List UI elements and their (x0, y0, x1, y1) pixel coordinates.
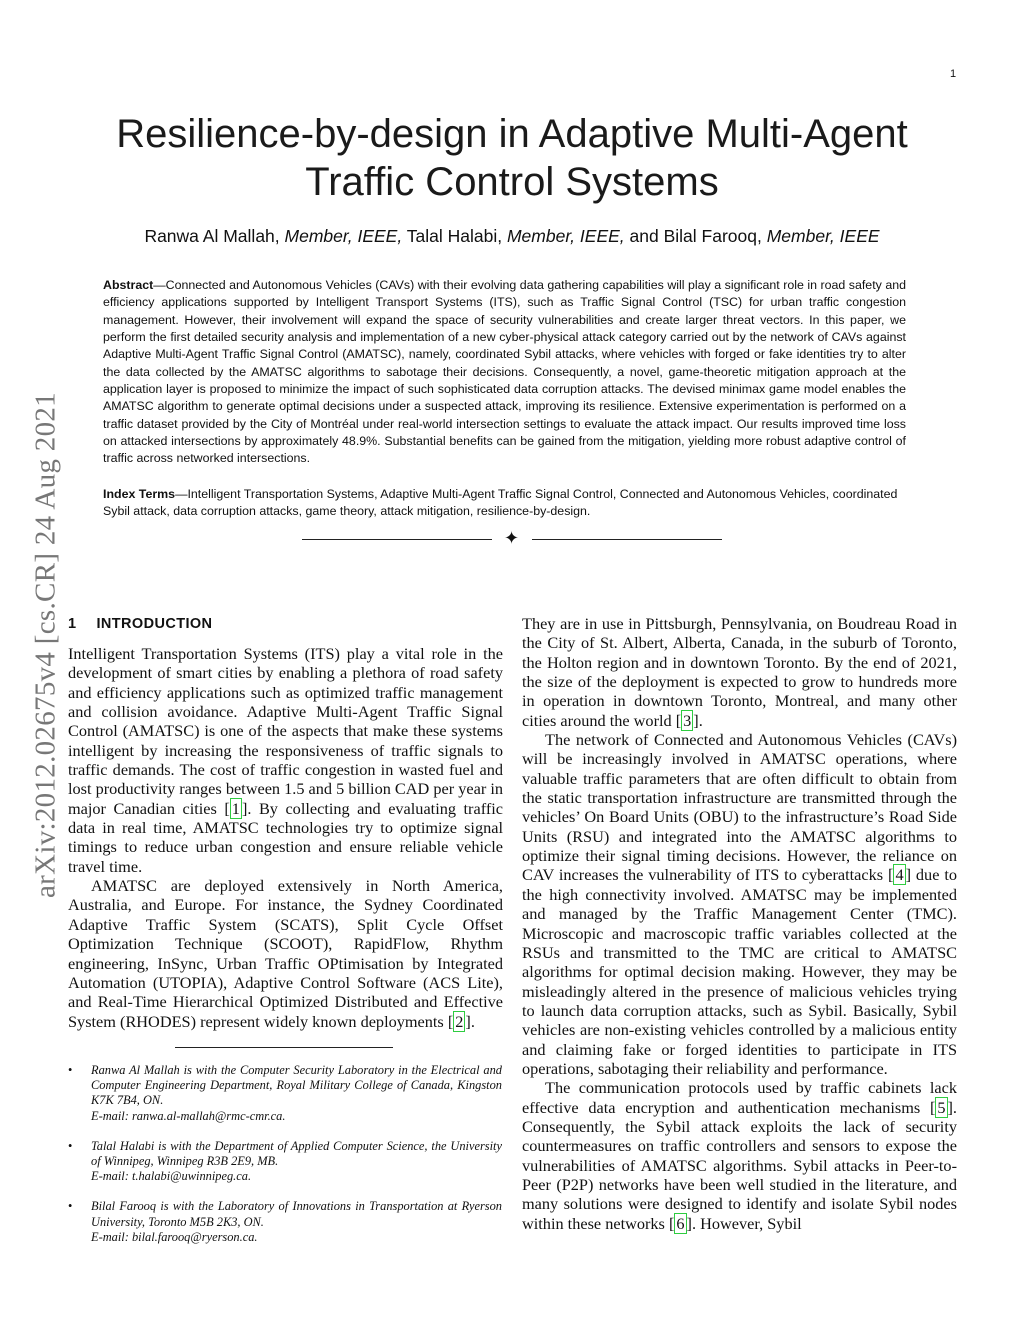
author-affiliation: Member, IEEE (766, 226, 880, 246)
page-number: 1 (950, 68, 957, 80)
abstract (103, 277, 906, 468)
paragraph: They are in use in Pittsburgh, Pennsylvania, on Boudreau Road in the City of St. Albert, Alberta, Canada, in the suburb of Toronto, the Holton region and in downtown Toronto. By the end of 2021, the size of the deployment is expected to grow to hundreds more in operation in downtown Toronto, Montreal, and many other cities around the world [ 3 ]. (522, 614, 957, 730)
paragraph-text: The network of Connected and Autonomous Vehicles (CAVs) will be increasingly involved in AMATSC operations, where valuable traffic parameters that are often difficult to obtain from the static transportation infrastructure are transmitted through the vehicles’ On Board Units (OBU) to the infrastructure’s Road Side Units (RSU) and integrated into the AMATSC algorithms to optimize their signal timing decisions. However, the reliance on CAV increases the vulnerability of ITS to cyberattacks (522, 730, 957, 885)
author-name: Talal Halabi, (406, 226, 503, 246)
index-terms-label: Index Terms (103, 487, 176, 501)
index-terms (103, 486, 906, 521)
paragraph-text: . Consequently, the Sybil attack exploits the lack of security countermeasures on traffic controllers and sensors to expose the vulnerabilities of AMATSC algorithms. Sybil attacks in Peer-to-Peer (P2P) networks have been well studied in the literature, and many solutions were designed to identify and isolate Sybil nodes within these networks (522, 1097, 957, 1233)
paragraph: The communication protocols used by traffic cabinets lack effective data encryption and authentication mechanisms [ 5 ]. Consequently, the Sybil attack exploits the lack of security countermeasures on traffic controllers and sensors to expose the vulnerabilities of AMATSC algorithms. Sybil attacks in Peer-to-Peer (P2P) networks have been well studied in the literature, and many solutions were designed to identify and isolate Sybil nodes within these networks [ 6 ]. However, Sybil (522, 1078, 957, 1233)
paragraph-text: Intelligent Transportation Systems (ITS) play a vital role in the development of smart cities by enabling a plethora of road safety and efficiency applications such as optimized traffic management and collision avoidance. Adaptive Multi-Agent Traffic Signal Control (AMATSC) is one of the aspects that make these systems intelligent by increasing the responsiveness of traffic signals to traffic demands. The cost of traffic congestion in wasted fuel and lost productivity ranges between 1.5 and 5 billion CAD per year in major Canadian cities (68, 644, 503, 818)
footnote-text: Bilal Farooq is with the Laboratory of Innovations in Transportation at Ryerson University, Toronto M5B 2K3, ON. (91, 1199, 502, 1229)
footnote-email: E-mail: t.halabi@uwinnipeg.ca. (91, 1169, 252, 1184)
paragraph-text: due to the high connectivity involved. AMATSC may be implemented and managed by the Traffic Management Center (TMC). Microscopic and macroscopic traffic variables collected at the RSUs and transmitted to the TMC are critical to AMATSC algorithms for optimal decision making. However, they may be misleadingly altered in the presence of malicious vehicles trying to launch data corruption attacks, such as Sybil. Basically, Sybil vehicles are non-existing vehicles controlled by a malicious entity and claiming fake or forged identities to participate in ITS operations, sabotaging their reliability and performance. (522, 865, 957, 1078)
paragraph-text: . (470, 1011, 475, 1031)
footnote-text: Talal Halabi is with the Department of Applied Computer Science, the University of Winnipeg, Winnipeg R3B 2E9, MB. (91, 1138, 502, 1169)
paragraph-text: They are in use in Pittsburgh, Pennsylvania, on Boudreau Road in the City of St. Albert, Alberta, Canada, in the suburb of Toronto, the Holton region and in downtown Toronto. By the end of 2021, the size of the deployment is expected to grow to hundreds more in operation in downtown Toronto, Montreal, and many other cities around the world (522, 614, 957, 730)
author-affiliation: Member, IEEE, (284, 226, 403, 246)
author-list (60, 226, 964, 247)
paragraph-text: AMATSC are deployed extensively in North America, Australia, and Europe. For instance, the Sydney Coordinated Adaptive Traffic System (SCATS), Split Cycle Offset Optimization Technique (SCOOT), RapidFlow, Rhythm engineering, InSync, Urban Traffic OPtimisation by Integrated Automation (UTOPIA), Adaptive Control Software (ACS Lite), and Real-Time Hierarchical Optimized Distributed and Effective System (RHODES) represent widely known deployments (68, 876, 503, 1031)
section-number: 1 (68, 616, 77, 632)
left-column (68, 614, 503, 1031)
footnote-email: E-mail: bilal.farooq@ryerson.ca. (91, 1229, 258, 1244)
citation-link[interactable]: 4 (895, 865, 904, 885)
bullet-icon: • (68, 1138, 73, 1153)
footnote-email: E-mail: ranwa.al-mallah@rmc-cmr.ca. (91, 1108, 286, 1123)
paragraph-text: . However, Sybil (691, 1213, 802, 1233)
title-line: Traffic Control Systems (305, 160, 719, 204)
paper-title (60, 110, 964, 206)
author-footnotes (68, 1063, 502, 1260)
section-heading (68, 616, 503, 632)
divider-line (532, 539, 722, 540)
paragraph: The network of Connected and Autonomous Vehicles (CAVs) will be increasingly involved in AMATSC operations, where valuable traffic parameters that are often difficult to obtain from the static transportation infrastructure are transmitted through the vehicles’ On Board Units (OBU) to the infrastructure’s Road Side Units (RSU) and integrated into the AMATSC algorithms to optimize their signal timing decisions. However, the reliance on CAV increases the vulnerability of ITS to cyberattacks [ 4 ] due to the high connectivity involved. AMATSC may be implemented and managed by the Traffic Management Center (TMC). Microscopic and macroscopic traffic variables collected at the RSUs and transmitted to the TMC are critical to AMATSC algorithms for optimal decision making. However, they may be misleadingly altered in the presence of malicious vehicles trying to launch data corruption attacks, such as Sybil. Basically, Sybil vehicles are non-existing vehicles controlled by a malicious entity and claiming fake or forged identities to participate in ITS operations, sabotaging their reliability and performance. (522, 730, 957, 1078)
paragraph-text: The communication protocols used by traffic cabinets lack effective data encryption and authentication mechanisms (522, 1078, 957, 1117)
footnote (68, 1199, 502, 1245)
author-name: and Bilal Farooq, (629, 226, 762, 246)
bullet-icon: • (68, 1199, 73, 1214)
citation-link[interactable]: 3 (683, 710, 692, 730)
footnote-text: Ranwa Al Mallah is with the Computer Security Laboratory in the Electrical and Computer Engineering Department, Royal Military College of Canada, Kingston K7K 7B4, ON. (91, 1063, 502, 1108)
right-column (522, 614, 957, 1233)
paragraph: AMATSC are deployed extensively in North America, Australia, and Europe. For instance, the Sydney Coordinated Adaptive Traffic System (SCATS), Split Cycle Offset Optimization Technique (SCOOT), RapidFlow, Rhythm engineering, InSync, Urban Traffic OPtimisation by Integrated Automation (UTOPIA), Adaptive Control Software (ACS Lite), and Real-Time Hierarchical Optimized Distributed and Effective System (RHODES) represent widely known deployments [ 2 ]. (68, 876, 503, 1031)
author-affiliation: Member, IEEE, (506, 226, 625, 246)
abstract-text: —Connected and Autonomous Vehicles (CAVs) with their evolving data gathering capabilities will play a significant role in road safety and efficiency applications supported by Intelligent Transport Systems (ITS), such as Traffic Signal Control (TSC) for urban traffic congestion management. However, their involvement will expand the space of security vulnerabilities and create larger threat vectors. In this paper, we perform the first detailed security analysis and implementation of a new cyber-physical attack category carried out by the network of CAVs against Adaptive Multi-Agent Traffic Signal Control (AMATSC), namely, coordinated Sybil attacks, where vehicles with forged or fake identities try to alter the data collected by the AMATSC algorithms to sabotage their decisions. Consequently, a novel, game-theoretic mitigation approach at the application layer is proposed to minimize the impact of such sophisticated data corruption attacks. The devised minimax game model enables the AMATSC algorithm to generate optimal decisions under a suspected attack, improving its resilience. Extensive experimentation is performed on a traffic dataset provided by the City of Montréal under real-world intersection settings to evaluate the attack impact. Our results improved time loss on attacked intersections by approximately 48.9%. Substantial benefits can be gained from the mitigation, yielding more robust adaptive control of traffic across networked intersections. (103, 278, 906, 466)
author-name: Ranwa Al Mallah, (144, 226, 280, 246)
footnote-rule (175, 1047, 393, 1048)
paragraph-text: . By collecting and evaluating traffic data in real time, AMATSC technologies try to optimize signal timings to reduce urban congestion and ensure reliable vehicle travel time. (68, 798, 503, 876)
citation-link[interactable]: 6 (676, 1213, 685, 1233)
citation-link[interactable]: 5 (937, 1097, 946, 1117)
paragraph-text: . (698, 710, 703, 730)
divider-line (302, 539, 492, 540)
diamond-ornament-icon: ✦ (504, 528, 520, 549)
footnote (68, 1063, 502, 1124)
title-line: Resilience-by-design in Adaptive Multi-Agent (116, 112, 908, 156)
index-terms-text: —Intelligent Transportation Systems, Adaptive Multi-Agent Traffic Signal Control, Connected and Autonomous Vehicles, coordinated Sybil attack, data corruption attacks, game theory, attack mitigation, resilience-by-design. (103, 487, 898, 519)
abstract-label: Abstract (103, 278, 154, 292)
footnote (68, 1139, 502, 1185)
citation-link[interactable]: 2 (455, 1011, 464, 1031)
paragraph: Intelligent Transportation Systems (ITS) play a vital role in the development of smart cities by enabling a plethora of road safety and efficiency applications such as optimized traffic management and collision avoidance. Adaptive Multi-Agent Traffic Signal Control (AMATSC) is one of the aspects that make these systems intelligent by increasing the responsiveness of traffic signals to traffic demands. The cost of traffic congestion in wasted fuel and lost productivity ranges between 1.5 and 5 billion CAD per year in major Canadian cities [ 1 ]. By collecting and evaluating traffic data in real time, AMATSC technologies try to optimize signal timings to reduce urban congestion and ensure reliable vehicle travel time. (68, 644, 503, 876)
bullet-icon: • (68, 1063, 73, 1077)
citation-link[interactable]: 1 (231, 798, 240, 818)
arxiv-watermark: arXiv:2012.02675v4 [cs.CR] 24 Aug 2021 (29, 392, 62, 898)
section-title: INTRODUCTION (96, 616, 213, 632)
